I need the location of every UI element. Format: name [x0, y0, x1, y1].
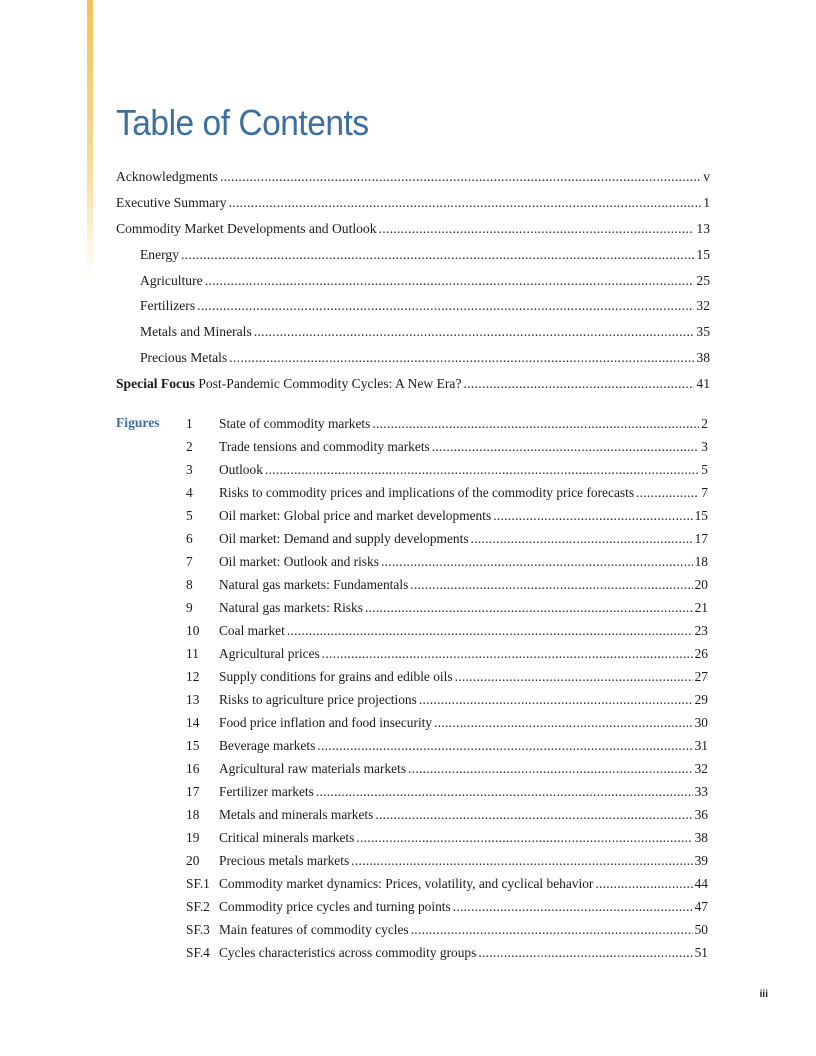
figure-number: 4 [186, 485, 193, 500]
toc-subentry[interactable] [116, 345, 710, 371]
figure-label: Supply conditions for grains and edible oils [219, 669, 453, 684]
leader-dots [375, 803, 692, 826]
toc-entry[interactable] [116, 164, 710, 190]
leader-dots [351, 849, 692, 872]
leader-dots [316, 780, 693, 803]
toc-entry-label: Energy [140, 246, 180, 262]
figure-page: 29 [694, 692, 708, 707]
figure-label: Natural gas markets: Fundamentals [219, 577, 409, 592]
leader-dots [434, 711, 693, 734]
figure-number: 6 [186, 531, 193, 546]
figure-number: 16 [186, 761, 200, 776]
figure-label: Natural gas markets: Risks [219, 600, 363, 615]
figure-label: Cycles characteristics across commodity groups [219, 945, 477, 960]
figure-page: 47 [694, 899, 708, 914]
special-focus-tag: Special Focus [116, 376, 195, 392]
figure-page: 50 [694, 922, 708, 937]
leader-dots [356, 826, 692, 849]
leader-dots [287, 619, 693, 642]
figure-number: 11 [186, 646, 199, 661]
figure-label: Precious metals markets [219, 853, 350, 868]
leader-dots [317, 734, 692, 757]
toc-entry-label: Agriculture [140, 272, 203, 288]
leader-dots [411, 918, 693, 941]
leader-dots [205, 268, 695, 294]
leader-dots [471, 527, 693, 550]
figure-entry[interactable] [186, 619, 708, 642]
toc-entry-label: Fertilizers [140, 298, 196, 314]
toc-entry-page: 15 [696, 246, 710, 262]
figure-number: SF.1 [186, 876, 210, 891]
leader-dots [322, 642, 693, 665]
leader-dots [379, 216, 695, 242]
leader-dots [455, 665, 693, 688]
figure-entry[interactable] [186, 872, 708, 895]
toc-entry-special-focus[interactable] [116, 371, 710, 397]
figure-number: 13 [186, 692, 200, 707]
figure-number: 2 [186, 439, 193, 454]
toc-entry[interactable] [116, 216, 710, 242]
figures-heading: Figures [116, 415, 160, 430]
figure-number: 8 [186, 577, 193, 592]
figure-page: 23 [694, 623, 708, 638]
figure-label: Coal market [219, 623, 285, 638]
figure-number: 18 [186, 807, 200, 822]
figure-page: 36 [694, 807, 708, 822]
leader-dots [181, 242, 694, 268]
leader-dots [419, 688, 693, 711]
figure-entry[interactable] [186, 642, 708, 665]
toc-entry-page: 25 [696, 272, 710, 288]
figure-entry[interactable] [186, 849, 708, 872]
figure-number: 3 [186, 462, 193, 477]
figure-entry[interactable] [186, 734, 708, 757]
figure-entry[interactable] [186, 688, 708, 711]
figure-page: 2 [701, 416, 708, 431]
toc-entry-page: 38 [696, 350, 710, 366]
leader-dots [493, 504, 692, 527]
toc-subentry[interactable] [116, 268, 710, 294]
toc-entry-page: v [703, 169, 710, 184]
toc-subentry[interactable] [116, 319, 710, 345]
toc-entry-page: 32 [696, 298, 710, 314]
figures-list [186, 412, 708, 964]
toc-entry-page: 35 [696, 324, 710, 340]
figure-page: 18 [694, 554, 708, 569]
figure-page: 31 [694, 738, 708, 753]
toc-entry-label: Commodity Market Developments and Outlook [116, 220, 377, 236]
leader-dots [636, 481, 699, 504]
figure-page: 3 [701, 439, 708, 454]
figure-entry[interactable] [186, 550, 708, 573]
figure-label: Risks to commodity prices and implications of the commodity price forecasts [219, 485, 635, 500]
figure-number: 12 [186, 669, 200, 684]
leader-dots [432, 435, 700, 458]
leader-dots [478, 941, 692, 964]
figure-page: 44 [694, 876, 708, 891]
toc-subentry[interactable] [116, 293, 710, 319]
figure-number: SF.4 [186, 945, 210, 960]
figure-page: 27 [694, 669, 708, 684]
figure-entry[interactable] [186, 435, 708, 458]
figure-page: 20 [694, 577, 708, 592]
page-title: Table of Contents [116, 102, 369, 143]
toc-subentry[interactable] [116, 242, 710, 268]
leader-dots [464, 371, 695, 397]
figure-number: 9 [186, 600, 193, 615]
figure-number: 14 [186, 715, 200, 730]
figure-number: 19 [186, 830, 200, 845]
figure-number: 5 [186, 508, 193, 523]
figure-number: 1 [186, 416, 193, 431]
leader-dots [254, 319, 695, 345]
figure-entry[interactable] [186, 803, 708, 826]
decorative-accent-bar [87, 0, 93, 280]
leader-dots [197, 293, 694, 319]
figure-number: 7 [186, 554, 193, 569]
figure-entry[interactable] [186, 458, 708, 481]
figure-label: Commodity market dynamics: Prices, volatility, and cyclical behavior [219, 876, 594, 891]
figure-page: 39 [694, 853, 708, 868]
figure-entry[interactable] [186, 895, 708, 918]
figure-label: Critical minerals markets [219, 830, 355, 845]
leader-dots [229, 190, 702, 216]
figure-entry[interactable] [186, 757, 708, 780]
figure-label: Main features of commodity cycles [219, 922, 409, 937]
leader-dots [410, 573, 692, 596]
toc-entry[interactable] [116, 190, 710, 216]
figure-page: 21 [694, 600, 708, 615]
figure-label: Agricultural prices [219, 646, 320, 661]
figure-page: 33 [694, 784, 708, 799]
toc-entry-label: Metals and Minerals [140, 324, 252, 340]
leader-dots [408, 757, 693, 780]
figure-label: Fertilizer markets [219, 784, 314, 799]
figure-label: Outlook [219, 462, 263, 477]
figure-entry[interactable] [186, 412, 708, 435]
figure-label: Risks to agriculture price projections [219, 692, 417, 707]
figure-entry[interactable] [186, 481, 708, 504]
figure-number: SF.2 [186, 899, 210, 914]
toc-entry-page: 41 [696, 376, 710, 392]
leader-dots [265, 458, 699, 481]
figure-entry[interactable] [186, 711, 708, 734]
figure-entry[interactable] [186, 918, 708, 941]
figure-label: Commodity price cycles and turning points [219, 899, 451, 914]
figure-page: 26 [694, 646, 708, 661]
figure-entry[interactable] [186, 941, 708, 964]
toc-entry-label [116, 371, 462, 397]
special-focus-title: Post-Pandemic Commodity Cycles: A New Era? [198, 376, 462, 392]
toc-entry-label: Precious Metals [140, 350, 228, 366]
figure-label: State of commodity markets [219, 416, 371, 431]
figure-number: 20 [186, 853, 200, 868]
leader-dots [220, 164, 701, 190]
figure-label: Oil market: Global price and market developments [219, 508, 492, 523]
figure-label: Beverage markets [219, 738, 316, 753]
figure-entry[interactable] [186, 665, 708, 688]
leader-dots [453, 895, 693, 918]
figure-label: Metals and minerals markets [219, 807, 374, 822]
figure-entry[interactable] [186, 826, 708, 849]
figure-page: 5 [701, 462, 708, 477]
figure-label: Oil market: Demand and supply developments [219, 531, 469, 546]
figure-entry[interactable] [186, 504, 708, 527]
figure-page: 32 [694, 761, 708, 776]
figure-page: 30 [694, 715, 708, 730]
figure-label: Oil market: Outlook and risks [219, 554, 379, 569]
toc-entry-label: Executive Summary [116, 194, 227, 210]
figure-label: Food price inflation and food insecurity [219, 715, 433, 730]
leader-dots [365, 596, 693, 619]
figure-page: 51 [694, 945, 708, 960]
figure-entry[interactable] [186, 596, 708, 619]
toc-main-list [116, 164, 710, 397]
figure-entry[interactable] [186, 780, 708, 803]
figure-number: 15 [186, 738, 200, 753]
figure-page: 15 [694, 508, 708, 523]
leader-dots [229, 345, 694, 371]
figure-label: Agricultural raw materials markets [219, 761, 407, 776]
page-number: iii [759, 989, 768, 1000]
figure-number: 17 [186, 784, 200, 799]
figure-page: 17 [694, 531, 708, 546]
leader-dots [595, 872, 692, 895]
figure-page: 38 [694, 830, 708, 845]
toc-entry-label: Acknowledgments [116, 169, 218, 184]
figure-number: SF.3 [186, 922, 210, 937]
leader-dots [372, 412, 699, 435]
toc-entry-page: 1 [703, 194, 710, 210]
figure-entry[interactable] [186, 573, 708, 596]
toc-entry-page: 13 [696, 220, 710, 236]
leader-dots [381, 550, 693, 573]
figure-entry[interactable] [186, 527, 708, 550]
figure-number: 10 [186, 623, 200, 638]
figure-page: 7 [701, 485, 708, 500]
figure-label: Trade tensions and commodity markets [219, 439, 430, 454]
